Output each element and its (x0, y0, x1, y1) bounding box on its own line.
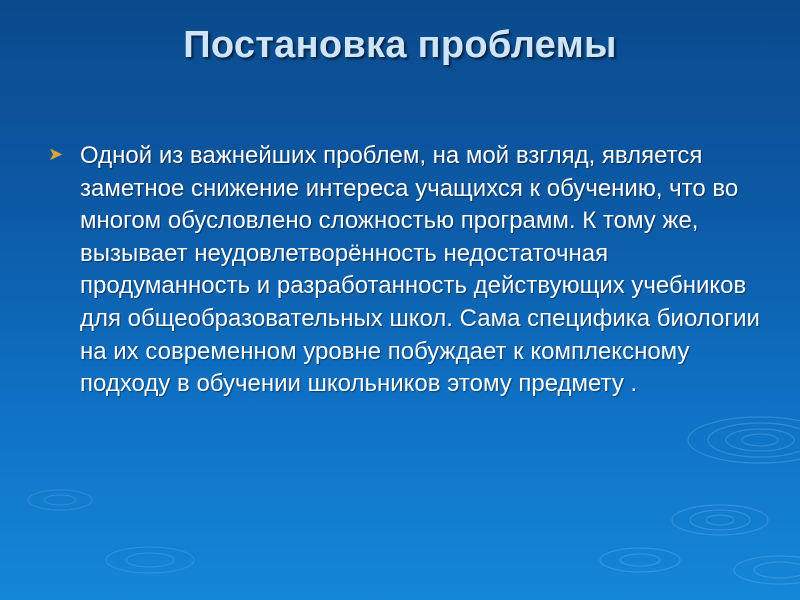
bullet-text: Одной из важнейших проблем, на мой взгляд, является заметное снижение интереса учащихся к обучению, что во многом обусловлено сложностью программ. К тому же, вызывает неудовлетворённость недостаточная продуманность и разработанность действующих учебников для общеобразовательных школ. Сама специфика биологии на их современном уровне побуждает к комплексному подходу в обучении школьников этому предмету . (80, 142, 760, 398)
slide-content (48, 140, 763, 401)
arrow-bullet-icon: ➤ (48, 144, 64, 165)
slide-title: Постановка проблемы (183, 24, 617, 66)
bullet-item (48, 140, 763, 401)
